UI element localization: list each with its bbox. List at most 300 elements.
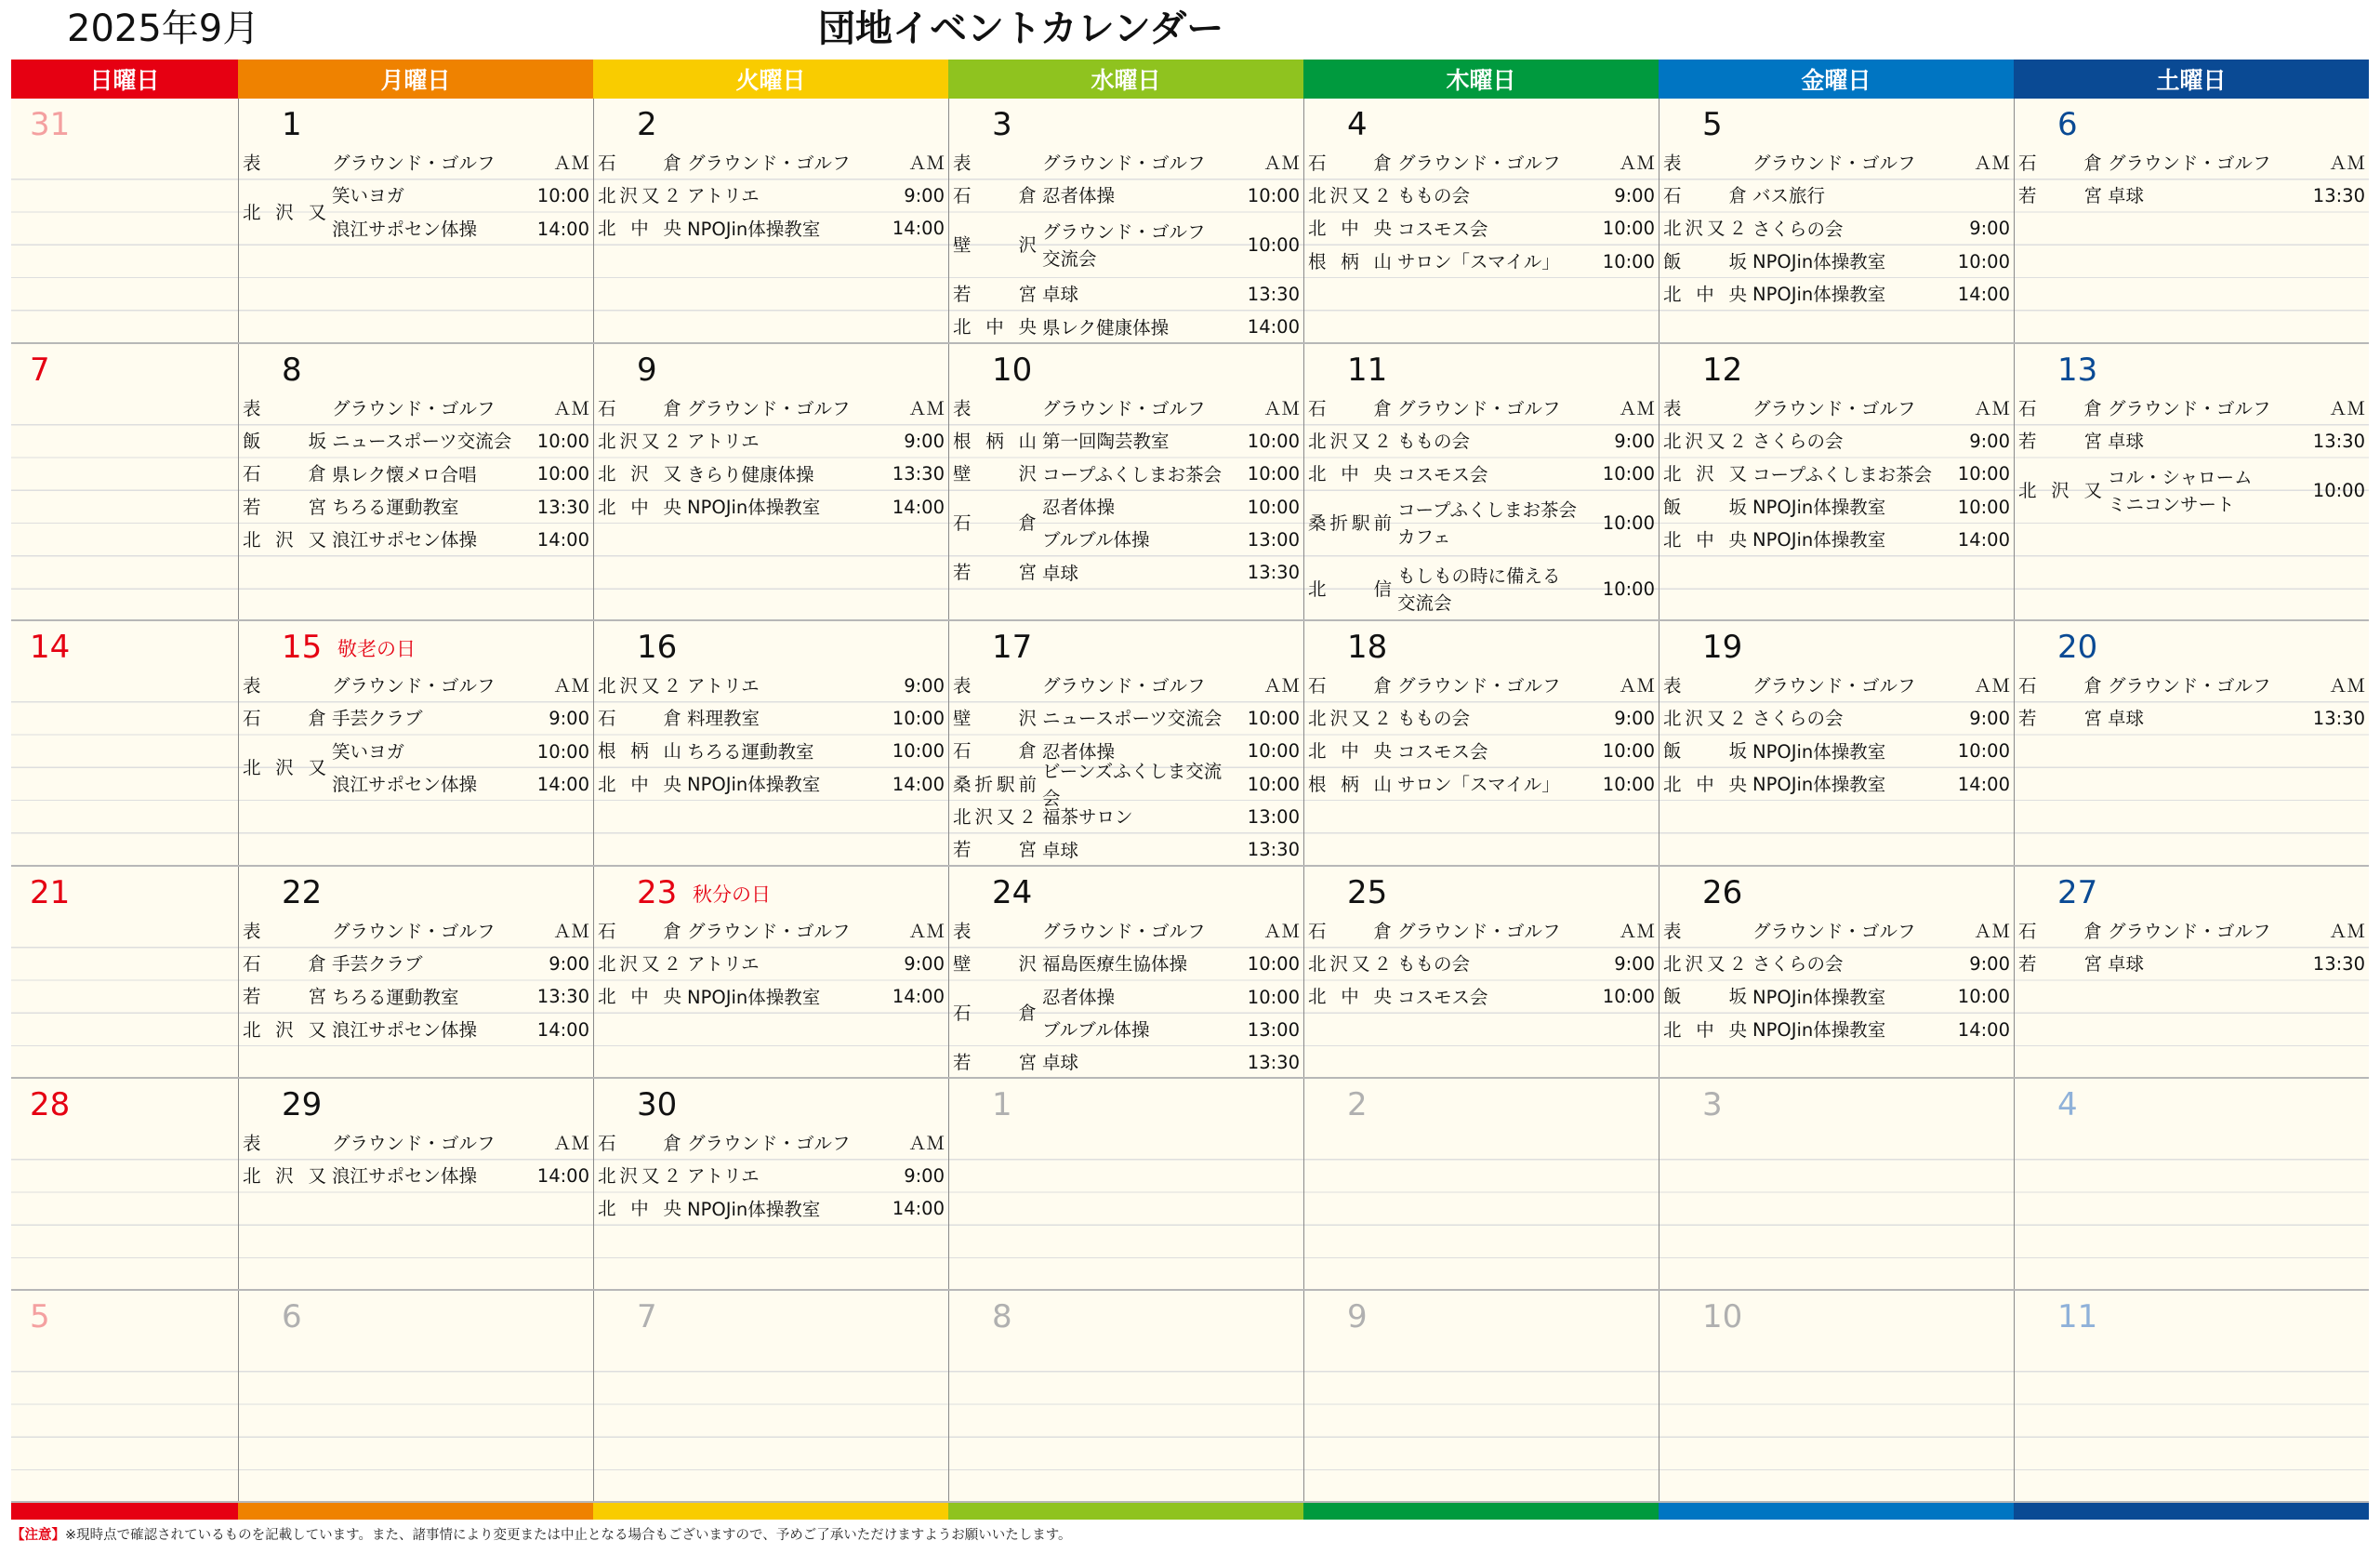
event-item[interactable] [1304, 147, 1659, 179]
event-location: 北中央 [1308, 740, 1392, 763]
day-number: 15 [282, 629, 323, 666]
day-number: 31 [30, 106, 71, 143]
event-item[interactable] [2015, 458, 2369, 525]
bottom-bar-segment [238, 1503, 593, 1520]
event-time: 9:00 [904, 1164, 945, 1187]
event-item[interactable] [1304, 736, 1659, 768]
event-location: 北中央 [1663, 528, 1747, 551]
event-item[interactable] [594, 179, 948, 212]
event-list [11, 1339, 238, 1501]
event-name: グラウンド・ゴルフ [2108, 153, 2271, 175]
event-item[interactable] [1659, 670, 2014, 702]
event-item[interactable] [594, 425, 948, 458]
event-list [1659, 147, 2014, 342]
event-time: 13:30 [536, 986, 589, 1008]
event-item[interactable] [239, 179, 593, 246]
event-item[interactable] [594, 213, 948, 246]
day-number: 3 [992, 106, 1012, 143]
event-item[interactable] [239, 147, 593, 179]
event-item[interactable] [1659, 524, 2014, 556]
event-item[interactable] [239, 981, 593, 1014]
bottom-bar-segment [593, 1503, 948, 1520]
event-location: 北中央 [1308, 463, 1392, 485]
event-time: 10:00 [1602, 773, 1655, 795]
event-name: グラウンド・ゴルフ [1397, 153, 1561, 175]
event-item[interactable] [594, 1193, 948, 1226]
day-cell[interactable] [1303, 1291, 1659, 1501]
event-item[interactable] [2015, 147, 2369, 179]
note-text: ※現時点で確認されているものを記載しています。また、諸事情により変更または中止となる場合もございますので、予めご了承いただけますようお願いいたします。 [65, 1528, 1072, 1543]
day-cell[interactable] [11, 99, 238, 342]
day-number: 9 [637, 352, 657, 389]
event-time: 13:30 [2312, 184, 2365, 206]
event-list [1659, 915, 2014, 1077]
event-item[interactable] [2015, 179, 2369, 212]
event-location: 若宮 [953, 562, 1037, 584]
event-time: 10:00 [1247, 952, 1300, 975]
event-item[interactable] [239, 736, 593, 802]
day-cell[interactable] [1659, 1291, 2014, 1501]
event-list [11, 915, 238, 1077]
event-time: 10:00 [1247, 740, 1300, 763]
event-item[interactable] [1304, 425, 1659, 458]
event-time: 9:00 [1614, 707, 1655, 729]
event-location: 若宮 [953, 1051, 1037, 1073]
event-item[interactable] [949, 915, 1303, 948]
week-row [11, 621, 2369, 867]
event-item[interactable] [239, 524, 593, 556]
event-location: 北沢又２ [1308, 430, 1392, 452]
day-number: 14 [30, 629, 71, 666]
event-item[interactable] [949, 491, 1303, 557]
week-row [11, 1079, 2369, 1291]
event-item[interactable] [2015, 392, 2369, 425]
day-cell[interactable] [593, 344, 948, 619]
event-name: もしもの時に備える 交流会 [1397, 564, 1561, 614]
event-item[interactable] [1304, 915, 1659, 948]
event-name: グラウンド・ゴルフ [332, 398, 496, 420]
day-cell[interactable] [11, 1291, 238, 1501]
event-item[interactable] [949, 702, 1303, 735]
day-cell[interactable] [593, 1291, 948, 1501]
day-cell[interactable] [1659, 621, 2014, 865]
event-time: 10:00 [1957, 740, 2010, 763]
event-time: 10:00 [892, 740, 945, 763]
event-item[interactable] [594, 915, 948, 948]
event-time: ＡＭ [907, 152, 945, 174]
event-time: 10:00 14:00 [536, 185, 589, 240]
week-row [11, 344, 2369, 621]
calendar-grid [11, 99, 2369, 1503]
event-time: 9:00 [1969, 952, 2010, 975]
day-number: 27 [2057, 874, 2098, 911]
day-number: 20 [2057, 629, 2098, 666]
event-item[interactable] [1659, 458, 2014, 491]
day-cell[interactable] [1303, 99, 1659, 342]
event-item[interactable] [1659, 213, 2014, 246]
event-time: 14:00 [892, 1198, 945, 1220]
event-time: ＡＭ [552, 397, 589, 419]
event-list [949, 1339, 1303, 1501]
event-item[interactable] [949, 801, 1303, 833]
event-item[interactable] [1304, 246, 1659, 278]
event-time: 14:00 [1247, 316, 1300, 339]
event-item[interactable] [1659, 392, 2014, 425]
event-time: ＡＭ [1618, 920, 1655, 942]
event-name: NPOJin体操教室 [687, 774, 821, 796]
event-time: 10:00 14:00 [536, 740, 589, 795]
weekday-header-bar [11, 60, 2369, 99]
event-item[interactable] [949, 557, 1303, 590]
day-cell[interactable] [238, 867, 593, 1077]
event-item[interactable] [239, 670, 593, 702]
event-item[interactable] [2015, 670, 2369, 702]
day-number: 6 [2057, 106, 2078, 143]
event-location: 北中央 [1308, 218, 1392, 240]
event-name: グラウンド・ゴルフ 交流会 [1042, 220, 1206, 270]
event-list [594, 392, 948, 619]
calendar-title: 団地イベントカレンダー [818, 7, 1224, 50]
event-item[interactable] [1304, 491, 1659, 557]
event-location: 北沢又２ [598, 952, 681, 975]
event-item[interactable] [239, 425, 593, 458]
event-list [239, 670, 593, 865]
event-list [1659, 1127, 2014, 1289]
day-cell[interactable] [1303, 621, 1659, 865]
event-item[interactable] [2015, 915, 2369, 948]
day-cell[interactable] [593, 1079, 948, 1289]
event-name: 第一回陶芸教室 [1042, 431, 1170, 453]
day-cell[interactable] [593, 621, 948, 865]
event-location: 壁沢 [953, 233, 1037, 256]
event-location: 石倉 [598, 152, 681, 174]
event-time: 10:00 [1602, 986, 1655, 1008]
event-name: 卓球 [1042, 839, 1079, 861]
event-item[interactable] [949, 1046, 1303, 1079]
day-cell[interactable] [1659, 99, 2014, 342]
event-name: NPOJin体操教室 [1752, 497, 1886, 519]
event-item[interactable] [1659, 736, 2014, 768]
event-name: NPOJin体操教室 [687, 218, 821, 240]
event-time: ＡＭ [1263, 920, 1300, 942]
event-time: 9:00 [904, 952, 945, 975]
event-location: 北沢又２ [598, 184, 681, 206]
event-location: 桑折駅前 [953, 773, 1037, 795]
event-item[interactable] [1304, 392, 1659, 425]
event-time: 10:00 [1247, 184, 1300, 206]
event-location: 北沢又２ [1663, 707, 1747, 729]
event-item[interactable] [1659, 768, 2014, 801]
event-item[interactable] [1659, 702, 2014, 735]
event-item[interactable] [1304, 458, 1659, 491]
event-item[interactable] [239, 458, 593, 491]
day-number: 7 [637, 1298, 657, 1335]
event-name: 浪江サポセン体操 [332, 529, 478, 551]
event-time: 14:00 [1957, 283, 2010, 305]
event-item[interactable] [239, 392, 593, 425]
event-name: 卓球 [2108, 953, 2145, 976]
event-location: 北沢又 [2018, 479, 2102, 501]
bottom-color-bar [11, 1503, 2369, 1520]
event-item[interactable] [594, 948, 948, 980]
event-item[interactable] [594, 736, 948, 768]
event-time: ＡＭ [1263, 152, 1300, 174]
event-item[interactable] [239, 702, 593, 735]
day-cell[interactable] [1303, 1079, 1659, 1289]
event-item[interactable] [949, 948, 1303, 980]
event-name: ちろる運動教室 [687, 740, 814, 763]
event-name: コル・シャローム ミニコンサート [2108, 466, 2253, 515]
event-item[interactable] [949, 179, 1303, 212]
day-cell[interactable] [948, 867, 1303, 1077]
event-item[interactable] [1659, 1014, 2014, 1046]
day-cell[interactable] [2014, 1291, 2369, 1501]
event-name: グラウンド・ゴルフ [1042, 921, 1206, 943]
event-list [11, 147, 238, 342]
event-item[interactable] [239, 1127, 593, 1160]
event-item[interactable] [1659, 981, 2014, 1014]
event-item[interactable] [594, 702, 948, 735]
day-number: 2 [637, 106, 657, 143]
event-item[interactable] [949, 458, 1303, 491]
event-item[interactable] [239, 915, 593, 948]
weekday-header: 土曜日 [2014, 60, 2369, 99]
event-location: 北沢又 [243, 528, 326, 551]
event-item[interactable] [1304, 557, 1659, 623]
day-number: 8 [992, 1298, 1012, 1335]
event-item[interactable] [239, 491, 593, 524]
day-cell[interactable] [238, 99, 593, 342]
event-item[interactable] [1304, 702, 1659, 735]
event-time: 14:00 [892, 496, 945, 518]
event-name: さくらの会 [1752, 953, 1844, 976]
event-item[interactable] [594, 1127, 948, 1160]
event-item[interactable] [1304, 768, 1659, 801]
calendar-header [0, 0, 2380, 58]
event-location: 北沢又２ [1308, 707, 1392, 729]
event-item[interactable] [1304, 213, 1659, 246]
event-location: 石倉 [2018, 152, 2102, 174]
event-location: 石倉 [243, 707, 326, 729]
day-number: 12 [1702, 352, 1743, 389]
day-cell[interactable] [11, 344, 238, 619]
day-cell[interactable] [2014, 621, 2369, 865]
event-location: 根柄山 [953, 430, 1037, 452]
event-location: 石倉 [2018, 397, 2102, 419]
event-item[interactable] [1659, 246, 2014, 278]
event-list [239, 147, 593, 342]
event-name: NPOJin体操教室 [1752, 1019, 1886, 1042]
event-item[interactable] [949, 312, 1303, 344]
day-number: 16 [637, 629, 678, 666]
event-list [2015, 915, 2369, 1077]
event-location: 若宮 [2018, 952, 2102, 975]
event-item[interactable] [1659, 425, 2014, 458]
event-item[interactable] [1659, 491, 2014, 524]
event-time: 14:00 [1957, 528, 2010, 551]
event-name: ニュースポーツ交流会 [332, 431, 512, 453]
day-number: 17 [992, 629, 1033, 666]
event-list [594, 1339, 948, 1501]
event-time: 14:00 [892, 218, 945, 240]
event-location: 石倉 [2018, 674, 2102, 697]
day-number: 11 [1347, 352, 1388, 389]
event-item[interactable] [1659, 278, 2014, 311]
event-time: 9:00 [1969, 430, 2010, 452]
event-item[interactable] [1659, 915, 2014, 948]
day-cell[interactable] [1303, 867, 1659, 1077]
event-location: 北沢又 [1663, 463, 1747, 485]
event-name: NPOJin体操教室 [1752, 774, 1886, 796]
day-number: 8 [282, 352, 302, 389]
event-item[interactable] [1304, 179, 1659, 212]
event-list [239, 392, 593, 619]
event-item[interactable] [1659, 147, 2014, 179]
event-time: 10:00 [536, 430, 589, 452]
weekday-header: 水曜日 [948, 60, 1303, 99]
event-item[interactable] [1659, 948, 2014, 980]
event-name: ニュースポーツ交流会 [1042, 708, 1223, 730]
event-time: 13:30 [2312, 707, 2365, 729]
event-item[interactable] [949, 670, 1303, 702]
event-time: 14:00 [536, 1018, 589, 1041]
event-time: 10:00 [1602, 250, 1655, 272]
day-cell[interactable] [593, 99, 948, 342]
event-item[interactable] [2015, 702, 2369, 735]
event-name: ビーンズふくしま交流会 [1042, 760, 1223, 809]
event-location: 表 [243, 397, 261, 419]
event-item[interactable] [594, 491, 948, 524]
event-item[interactable] [594, 147, 948, 179]
day-cell[interactable] [1659, 1079, 2014, 1289]
day-number: 23 [637, 874, 678, 911]
event-name: 浪江サポセン体操 [332, 1019, 478, 1042]
event-item[interactable] [594, 1160, 948, 1192]
day-cell[interactable] [2014, 344, 2369, 619]
event-item[interactable] [1659, 179, 2014, 212]
event-item[interactable] [1304, 948, 1659, 980]
event-name: 笑いヨガ 浪江サポセン体操 [332, 740, 478, 795]
day-cell[interactable] [11, 867, 238, 1077]
event-name: アトリエ [687, 1165, 760, 1188]
day-cell[interactable] [948, 621, 1303, 865]
event-item[interactable] [949, 392, 1303, 425]
event-item[interactable] [949, 760, 1303, 809]
day-cell[interactable] [593, 867, 948, 1077]
event-location: 石倉 [1308, 397, 1392, 419]
weekday-header: 木曜日 [1303, 60, 1659, 99]
event-item[interactable] [949, 834, 1303, 867]
day-cell[interactable] [11, 1079, 238, 1289]
event-name: 卓球 [1042, 284, 1079, 306]
event-item[interactable] [594, 458, 948, 491]
event-time: 10:00 [1602, 218, 1655, 240]
event-location: 飯坂 [1663, 740, 1747, 763]
event-list [11, 1127, 238, 1289]
event-time: 10:00 [1247, 430, 1300, 452]
day-cell[interactable] [2014, 867, 2369, 1077]
event-time: 10:00 [1602, 578, 1655, 600]
week-row [11, 1291, 2369, 1503]
event-name: サロン「スマイル」 [1397, 774, 1560, 796]
event-item[interactable] [949, 425, 1303, 458]
event-list [1659, 1339, 2014, 1501]
event-item[interactable] [594, 981, 948, 1014]
event-location: 石倉 [2018, 920, 2102, 942]
day-cell[interactable] [948, 99, 1303, 342]
event-list [2015, 147, 2369, 342]
event-item[interactable] [1304, 670, 1659, 702]
event-list [594, 915, 948, 1077]
event-list [11, 392, 238, 619]
event-time: ＡＭ [1973, 920, 2010, 942]
event-item[interactable] [239, 1014, 593, 1046]
bottom-bar-segment [11, 1503, 238, 1520]
event-item[interactable] [949, 147, 1303, 179]
event-location: 北沢又２ [1308, 184, 1392, 206]
day-cell[interactable] [948, 1291, 1303, 1501]
event-time: ＡＭ [552, 674, 589, 697]
day-cell[interactable] [2014, 99, 2369, 342]
day-cell[interactable] [1303, 344, 1659, 619]
event-location: 石倉 [953, 740, 1037, 763]
day-cell[interactable] [948, 344, 1303, 619]
event-item[interactable] [594, 670, 948, 702]
event-location: 石倉 [243, 463, 326, 485]
day-cell[interactable] [1659, 344, 2014, 619]
event-location: 石倉 [598, 397, 681, 419]
event-name: 笑いヨガ 浪江サポセン体操 [332, 185, 478, 240]
day-cell[interactable] [238, 344, 593, 619]
event-name: グラウンド・ゴルフ [332, 1133, 496, 1155]
event-time: 13:30 [1247, 283, 1300, 305]
event-item[interactable] [949, 278, 1303, 311]
day-cell[interactable] [238, 1079, 593, 1289]
event-location: 表 [953, 397, 972, 419]
event-item[interactable] [594, 392, 948, 425]
event-item[interactable] [239, 948, 593, 980]
event-name: ももの会 [1397, 185, 1471, 207]
day-cell[interactable] [11, 621, 238, 865]
day-cell[interactable] [948, 1079, 1303, 1289]
event-name: NPOJin体操教室 [1752, 529, 1886, 551]
event-item[interactable] [2015, 948, 2369, 980]
event-location: 北沢又２ [598, 1164, 681, 1187]
event-item[interactable] [1304, 981, 1659, 1014]
event-item[interactable] [949, 981, 1303, 1047]
day-number: 4 [2057, 1086, 2078, 1123]
event-name: グラウンド・ゴルフ [332, 153, 496, 175]
event-item[interactable] [594, 768, 948, 801]
event-name: グラウンド・ゴルフ [1752, 921, 1916, 943]
event-location: 北中央 [1308, 986, 1392, 1008]
event-list [1304, 915, 1659, 1077]
event-item[interactable] [2015, 425, 2369, 458]
event-time: 14:00 [1957, 1018, 2010, 1041]
day-cell[interactable] [238, 621, 593, 865]
day-cell[interactable] [238, 1291, 593, 1501]
event-item[interactable] [949, 213, 1303, 279]
event-item[interactable] [239, 1160, 593, 1192]
event-time: 10:00 [536, 463, 589, 485]
event-location: 北中央 [598, 496, 681, 518]
day-number: 9 [1347, 1298, 1368, 1335]
day-cell[interactable] [1659, 867, 2014, 1077]
event-list [2015, 670, 2369, 865]
event-time: ＡＭ [2328, 152, 2365, 174]
event-location: 石倉 [953, 512, 1037, 535]
day-cell[interactable] [2014, 1079, 2369, 1289]
